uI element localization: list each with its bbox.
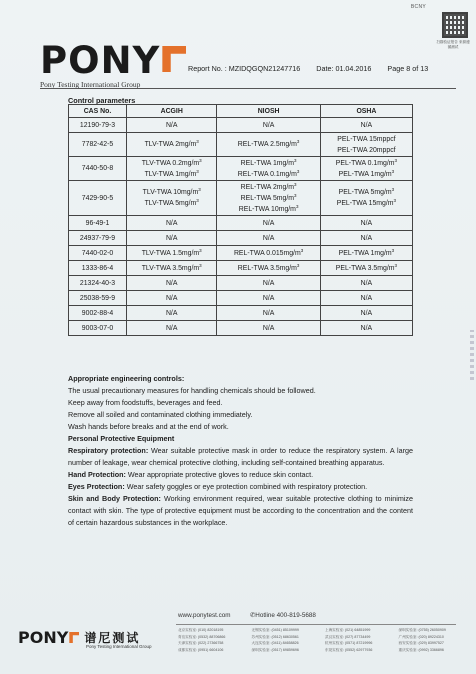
osha-value: N/A: [360, 294, 373, 302]
osha-value: N/A: [360, 279, 373, 287]
osha-value: PEL-TWA $1mg/m^3$: [338, 168, 395, 178]
niosh-cell: [217, 216, 320, 231]
ppe-text: Wear suitable protective mask in order to reduce the respiratory system. A large number of leakage, wear chemical protective clothing, including self-contained breathing apparatus.: [68, 446, 413, 467]
acgih-value: N/A: [165, 219, 178, 227]
osha-cell: [320, 231, 412, 246]
cas-number-cell: 9002-88-4: [69, 306, 127, 321]
osha-value: PEL-TWA $1mg/m^3$: [338, 247, 395, 257]
ppe-label: Eyes Protection:: [68, 482, 125, 491]
control-parameters-table: [68, 104, 413, 336]
table-body: [69, 118, 413, 336]
osha-value: N/A: [360, 219, 373, 227]
niosh-value: REL-TWA $1mg/m^3$: [240, 157, 297, 167]
acgih-value: N/A: [165, 324, 178, 332]
acgih-cell: [127, 118, 217, 133]
osha-value: PEL-TWA $0.1mg/m^3$: [335, 157, 398, 167]
cas-number-cell: 96-49-1: [69, 216, 127, 231]
acgih-value: N/A: [165, 309, 178, 317]
cas-number-cell: 24937-79-9: [69, 231, 127, 246]
table-header-row: [69, 105, 413, 118]
report-date: Date: 01.04.2016: [316, 64, 372, 73]
osha-cell: [320, 216, 412, 231]
ppe-text: Wear safety goggles or eye protection combined with respiratory protection.: [124, 482, 368, 491]
logo-subtitle: Pony Testing International Group: [40, 80, 141, 89]
footer-logo-chinese: 谱尼测试: [84, 631, 141, 645]
cas-number-cell: 1333-86-4: [69, 261, 127, 276]
office-entry: 大连实验室: (0411) 84658826: [251, 641, 299, 645]
acgih-cell: [127, 216, 217, 231]
acgih-value: TLV-TWA $5mg/m^3$: [144, 198, 199, 207]
table-row: [69, 133, 413, 157]
table-row: [69, 118, 413, 133]
niosh-cell: [217, 133, 320, 157]
ppe-respiratory: [68, 445, 413, 469]
niosh-value: REL-TWA $2.5mg/m^3$: [237, 139, 300, 148]
acgih-value: TLV-TWA $1mg/m^3$: [144, 168, 199, 178]
osha-cell: [320, 306, 412, 321]
acgih-value: N/A: [165, 294, 178, 302]
niosh-cell: [217, 261, 320, 276]
acgih-cell: [127, 306, 217, 321]
qr-caption: 扫描验证报告 来源遵循测试: [436, 40, 470, 49]
niosh-value: N/A: [262, 279, 275, 287]
control-parameters-title: Control parameters: [68, 96, 136, 105]
table-row: [69, 157, 413, 181]
niosh-value: REL-TWA $0.015mg/m^3$: [233, 247, 304, 257]
office-entry: 深圳实验室: (0755) 26050909: [398, 628, 446, 632]
acgih-cell: [127, 181, 217, 216]
footer-logo-mark-icon: [69, 632, 79, 643]
acgih-value: N/A: [165, 234, 178, 242]
niosh-value: N/A: [262, 294, 275, 302]
ppe-label: Skin and Body Protection:: [68, 494, 161, 503]
osha-cell: [320, 276, 412, 291]
footer-divider: [176, 624, 456, 625]
niosh-cell: [217, 276, 320, 291]
acgih-cell: [127, 261, 217, 276]
niosh-cell: [217, 291, 320, 306]
office-entry: 青岛实验室: (0532) 88706866: [178, 634, 226, 639]
niosh-cell: [217, 321, 320, 336]
niosh-value: N/A: [262, 309, 275, 317]
osha-cell: [320, 133, 412, 157]
cas-number-cell: 7429-90-5: [69, 181, 127, 216]
niosh-value: REL-TWA $10mg/m^3$: [238, 203, 299, 213]
table-row: [69, 291, 413, 306]
niosh-value: REL-TWA $0.1mg/m^3$: [237, 168, 300, 178]
logo-wordmark: PONY: [40, 39, 161, 82]
osha-cell: [320, 181, 412, 216]
engineering-line: The usual precautionary measures for handling chemicals should be followed.: [68, 386, 316, 395]
osha-value: N/A: [360, 324, 373, 332]
niosh-value: N/A: [262, 121, 275, 129]
ppe-skin-body: [68, 493, 413, 529]
acgih-cell: [127, 231, 217, 246]
cas-number-cell: 7782-42-5: [69, 133, 127, 157]
pony-logo: [40, 39, 186, 82]
footer-website: www.ponytest.com: [178, 612, 231, 619]
footer-logo-subtitle: Pony Testing International Group: [86, 644, 152, 649]
acgih-cell: [127, 246, 217, 261]
cas-number-cell: 12190-79-3: [69, 118, 127, 133]
acgih-value: N/A: [165, 121, 178, 129]
osha-value: PEL-TWA $5mg/m^3$: [338, 187, 395, 196]
acgih-cell: [127, 291, 217, 306]
niosh-cell: [217, 306, 320, 321]
osha-cell: [320, 261, 412, 276]
column-header-cas: CAS No.: [69, 105, 127, 118]
office-entry: 苏州实验室: (0512) 68630561: [251, 634, 299, 639]
edge-marking: [470, 330, 474, 380]
osha-cell: [320, 118, 412, 133]
acgih-value: TLV-TWA $0.2mg/m^3$: [141, 157, 202, 167]
document-body: [68, 371, 413, 529]
office-entry: 东莞实验室: (0552) 62977936: [325, 647, 373, 652]
office-entry: 武汉实验室: (027) 87734499: [325, 634, 371, 639]
ppe-hand: [68, 469, 413, 481]
ppe-label: Hand Protection:: [68, 470, 126, 479]
header-divider: [40, 88, 456, 89]
osha-cell: [320, 246, 412, 261]
footer-logo-wordmark: PONY: [18, 628, 69, 647]
footer-hotline: ✆Hotline 400-819-5688: [250, 612, 316, 619]
footer-office-list: [178, 628, 468, 653]
office-entry: 杭州实验室: (0571) 87219996: [325, 641, 373, 645]
niosh-value: N/A: [262, 234, 275, 242]
cas-number-cell: 9003-07-0: [69, 321, 127, 336]
table-row: [69, 321, 413, 336]
table-row: [69, 261, 413, 276]
osha-cell: [320, 157, 412, 181]
niosh-value: REL-TWA $5mg/m^3$: [240, 192, 297, 202]
report-number: Report No. : MZIDQGQN21247716: [188, 64, 301, 73]
cas-number-cell: 21324-40-3: [69, 276, 127, 291]
office-entry: 深圳实验室: (0517) 69859696: [251, 647, 299, 652]
office-entry: 广州实验室: (020) 89224310: [398, 634, 444, 639]
report-meta: [188, 64, 428, 73]
table-row: [69, 246, 413, 261]
logo-orange-mark-icon: [162, 46, 186, 72]
osha-value: PEL-TWA 15mppcf: [337, 135, 396, 143]
office-entry: 无锡实验室: (0451) 85109999: [251, 628, 299, 632]
niosh-cell: [217, 118, 320, 133]
niosh-cell: [217, 181, 320, 216]
ppe-eyes: [68, 481, 413, 493]
office-entry: 北京实验室: (010) 82018195: [178, 628, 224, 632]
office-entry: 重庆实验室: (0992) 3366896: [398, 647, 444, 652]
ppe-label: Respiratory protection:: [68, 446, 149, 455]
table-row: [69, 276, 413, 291]
acgih-value: TLV-TWA $10mg/m^3$: [142, 187, 201, 196]
acgih-value: TLV-TWA $2mg/m^3$: [144, 139, 199, 148]
office-entry: 天津实验室: (022) 27366758: [178, 641, 224, 645]
niosh-value: N/A: [262, 219, 275, 227]
osha-value: N/A: [360, 121, 373, 129]
osha-value: N/A: [360, 309, 373, 317]
column-header-niosh: NIOSH: [217, 105, 320, 118]
office-entry: 上海实验室: (021) 64851999: [325, 628, 371, 632]
niosh-value: REL-TWA $3.5mg/m^3$: [237, 262, 300, 272]
table-row: [69, 231, 413, 246]
osha-value: N/A: [360, 234, 373, 242]
acgih-value: N/A: [165, 279, 178, 287]
column-header-acgih: ACGIH: [127, 105, 217, 118]
qr-code-icon: [442, 12, 468, 38]
acgih-cell: [127, 157, 217, 181]
osha-cell: [320, 321, 412, 336]
ppe-text: Working environment required, wear suitable protective clothing to minimize contact with skin. The type of protective equipment must be according to the concentration and the content of certain hazardous substances in the workplace.: [68, 494, 413, 527]
niosh-cell: [217, 231, 320, 246]
osha-cell: [320, 291, 412, 306]
office-entry: 成都实验室: (0951) 6604106: [178, 647, 224, 652]
engineering-line: Remove all soiled and contaminated clothing immediately.: [68, 410, 253, 419]
table-row: [69, 181, 413, 216]
osha-value: PEL-TWA 20mppcf: [337, 146, 396, 154]
page-number: Page 8 of 13: [387, 64, 429, 73]
acgih-cell: [127, 133, 217, 157]
niosh-value: N/A: [262, 324, 275, 332]
cas-number-cell: 7440-50-8: [69, 157, 127, 181]
office-entry: 西安实验室: (029) 83997527: [398, 641, 444, 645]
engineering-line: Wash hands before breaks and at the end of work.: [68, 422, 229, 431]
acgih-cell: [127, 276, 217, 291]
osha-value: PEL-TWA $15mg/m^3$: [336, 198, 397, 207]
acgih-cell: [127, 321, 217, 336]
ppe-text: Wear appropriate protective gloves to reduce skin contact.: [125, 470, 314, 479]
bcny-code: BCNY: [410, 4, 426, 10]
cas-number-cell: 7440-02-0: [69, 246, 127, 261]
cas-number-cell: 25038-59-9: [69, 291, 127, 306]
column-header-osha: OSHA: [320, 105, 412, 118]
niosh-value: REL-TWA $2mg/m^3$: [240, 181, 297, 191]
niosh-cell: [217, 157, 320, 181]
acgih-value: TLV-TWA $3.5mg/m^3$: [141, 262, 202, 272]
engineering-controls-heading: Appropriate engineering controls:: [68, 374, 185, 383]
osha-value: PEL-TWA $3.5mg/m^3$: [335, 262, 398, 272]
ppe-heading: Personal Protective Equipment: [68, 434, 175, 443]
engineering-line: Keep away from foodstuffs, beverages and feed.: [68, 398, 223, 407]
table-row: [69, 306, 413, 321]
niosh-cell: [217, 246, 320, 261]
table-row: [69, 216, 413, 231]
acgih-value: TLV-TWA $1.5mg/m^3$: [141, 247, 202, 257]
